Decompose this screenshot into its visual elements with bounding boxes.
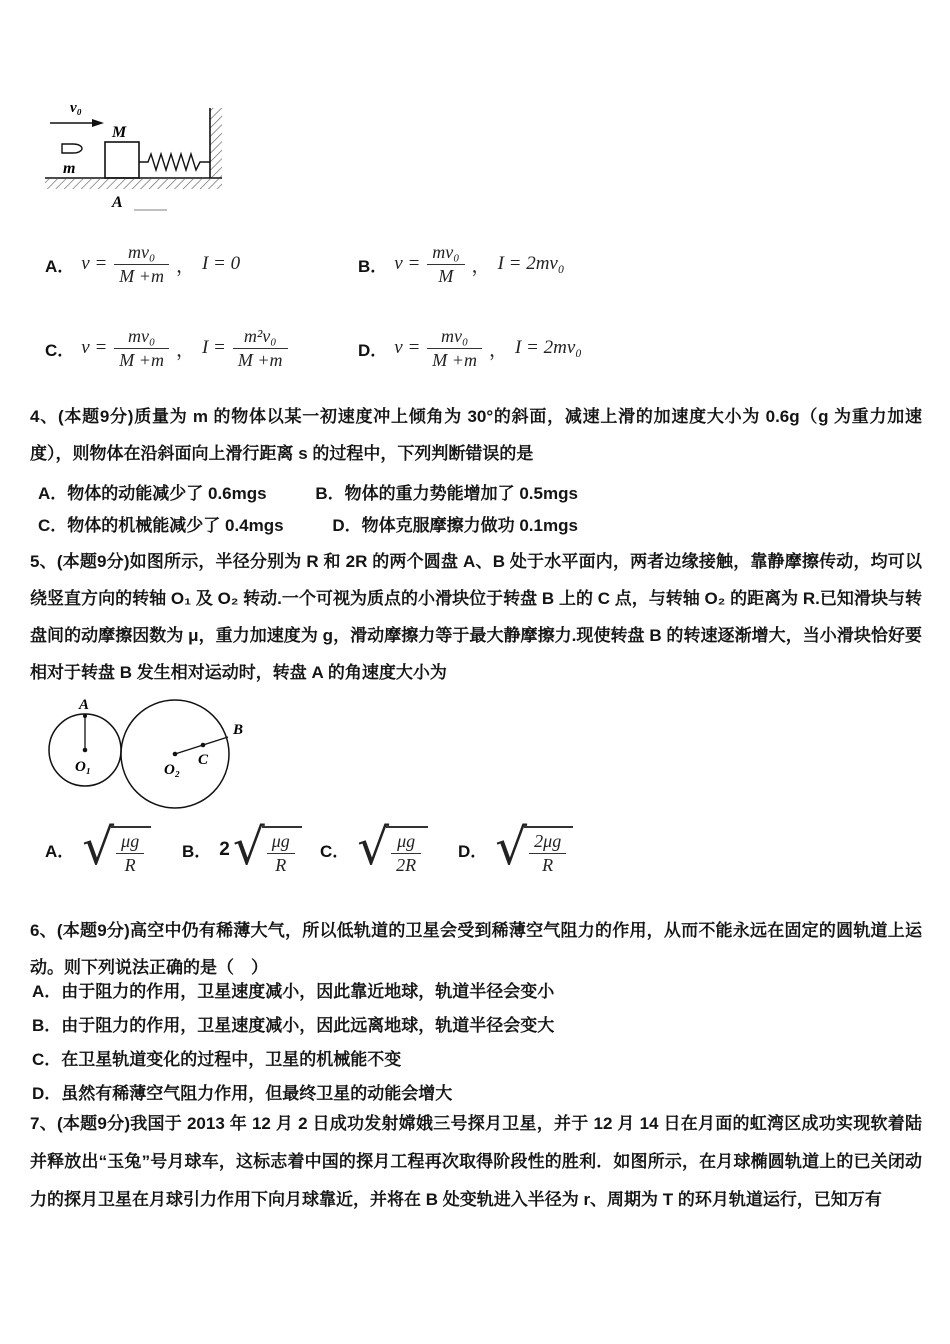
bullet-shape: [62, 144, 82, 153]
v-fraction: [427, 242, 464, 286]
sqrt-expression: [495, 818, 573, 876]
q3-option-b: [358, 242, 564, 286]
option-label: D．: [332, 516, 362, 535]
fraction-numerator: mv₀: [127, 242, 156, 262]
question-4-text: 4、(本题9分)质量为 m 的物体以某一初速度冲上倾角为 30°的斜面，减速上滑的加速度大小为 0.6g（g 为重力加速度），则物体在沿斜面向上滑行距离 s 的过程中，下列判断错误的是: [30, 407, 922, 463]
v-equals: v =: [394, 253, 421, 275]
point-C-label: C: [198, 752, 209, 768]
q5-option-c: [320, 818, 428, 876]
option-label: A．: [45, 256, 75, 276]
velocity-arrow-head: [92, 119, 104, 127]
option-text: 物体的动能减少了 0.6mgs: [67, 484, 267, 503]
fraction-numerator: mv₀: [440, 326, 469, 346]
fraction-numerator: mv₀: [432, 242, 460, 262]
sqrt-fraction: [116, 831, 144, 875]
option-label: B．: [358, 256, 388, 276]
q4-option-a: [38, 484, 271, 503]
M-label: M: [112, 124, 127, 141]
q3-option-c: [45, 326, 288, 370]
figure-two-disks: [40, 692, 290, 824]
q4-option-c: [38, 516, 288, 535]
fraction-denominator: M +m: [114, 264, 169, 287]
center-O1-label: O₁: [75, 759, 92, 775]
fraction-numerator: 2μg: [534, 831, 562, 851]
fraction-denominator: R: [529, 853, 566, 876]
option-text: 由于阻力的作用，卫星速度减小，因此靠近地球，轨道半径会变小: [61, 982, 555, 1001]
q3-option-a: [45, 242, 240, 286]
v-equals: v =: [81, 253, 108, 275]
center-O1-dot: [83, 748, 88, 753]
option-label: C．: [32, 1050, 62, 1069]
option-label: B．: [182, 842, 212, 862]
fraction-denominator: R: [267, 853, 295, 876]
q4-option-b: [315, 484, 578, 503]
q3-option-d: [358, 326, 582, 370]
separator: ，: [471, 255, 491, 277]
block-M: [105, 142, 139, 178]
radical-sign: √: [495, 818, 528, 876]
point-A-dot: [83, 714, 87, 718]
option-text: 物体的机械能减少了 0.4mgs: [67, 516, 284, 535]
sqrt-fraction: [529, 831, 566, 875]
radical-sign: √: [82, 818, 115, 876]
v-fraction: [427, 326, 482, 370]
ground-hatch: [45, 179, 222, 189]
option-label: B．: [32, 1016, 62, 1035]
question-5-text: 5、(本题9分)如图所示，半径分别为 R 和 2R 的两个圆盘 A、B 处于水平面内，两者边缘接触，靠静摩擦传动，均可以绕竖直方向的转轴 O₁ 及 O₂ 转动.一个可视为质点的小滑块位于转盘 B 上的 C 点，与转轴 O₂ 的距离为 R.已知滑块与转盘间的动摩擦因数为 μ，重力加速度为 g，滑动摩擦力等于最大静摩擦力.现使转盘 B 的转速逐渐增大，当小滑块恰好要相对于转盘 B 发生相对运动时，转盘 A 的角速度大小为: [30, 552, 922, 682]
impulse-value: I = 2mv₀: [497, 253, 565, 275]
q4-options-row-2: [38, 510, 578, 542]
impulse-value: I = 0: [201, 253, 241, 275]
option-text: 物体克服摩擦力做功 0.1mgs: [361, 516, 578, 535]
q4-option-d: [332, 516, 578, 535]
option-label: B．: [315, 484, 345, 503]
q6-option-b: [32, 1015, 554, 1037]
sqrt-expression: [357, 818, 428, 876]
sqrt-expression: [232, 818, 302, 876]
fraction-denominator: M +m: [427, 348, 482, 371]
fraction-numerator: μg: [397, 831, 416, 851]
q6-option-a: [32, 981, 554, 1003]
coefficient: 2: [219, 838, 230, 860]
q6-option-d: [32, 1083, 452, 1105]
fraction-denominator: R: [116, 853, 144, 876]
A-label: A: [112, 194, 123, 211]
q6-option-c: [32, 1049, 401, 1071]
option-text: 虽然有稀薄空气阻力作用，但最终卫星的动能会增大: [61, 1084, 453, 1103]
radical-sign: √: [232, 818, 265, 876]
option-label: D．: [32, 1084, 62, 1103]
option-label: A．: [32, 982, 62, 1001]
separator: ，: [175, 339, 195, 361]
fraction-numerator: μg: [271, 831, 290, 851]
center-O2-dot: [173, 752, 178, 757]
q5-option-b: [182, 818, 302, 876]
option-label: D．: [358, 340, 388, 360]
fraction-numerator: mv₀: [127, 326, 156, 346]
q5-option-d: [458, 818, 573, 876]
point-A-label: A: [79, 697, 90, 713]
point-B-label: B: [233, 722, 244, 738]
option-text: 物体的重力势能增加了 0.5mgs: [344, 484, 578, 503]
separator: ，: [488, 339, 508, 361]
option-label: A．: [38, 484, 68, 503]
point-C-dot: [201, 743, 206, 748]
impulse-fraction: [233, 326, 288, 370]
question-7-text: 7、(本题9分)我国于 2013 年 12 月 2 日成功发射嫦娥三号探月卫星，并于 12 月 14 日在月面的虹湾区成功实现软着陆并释放出“玉兔”号月球车，这标志着中国的探月工程再次取得阶段性的胜利．如图所示，在月球椭圆轨道上的已关闭动力的探月卫星在月球引力作用下向月球靠近，并将在 B 处变轨进入半径为 r、周期为 T 的环月轨道运行，已知万有: [30, 1114, 922, 1209]
option-label: C．: [45, 340, 75, 360]
separator: ，: [175, 255, 195, 277]
v0-label: v₀: [70, 100, 82, 116]
option-label: C．: [38, 516, 68, 535]
radical-sign: √: [357, 818, 390, 876]
option-text: 由于阻力的作用，卫星速度减小，因此远离地球，轨道半径会变大: [61, 1016, 555, 1035]
v-equals: v =: [394, 337, 421, 359]
fraction-denominator: M +m: [233, 348, 288, 371]
sqrt-fraction: [391, 831, 421, 875]
fraction-numerator: m²v₀: [243, 326, 277, 346]
v-fraction: [114, 242, 169, 286]
q4-options-row-1: [38, 478, 578, 510]
question-6-text: 6、(本题9分)高空中仍有稀薄大气，所以低轨道的卫星会受到稀薄空气阻力的作用，从而不能永远在固定的圆轨道上运动。则下列说法正确的是（ ）: [30, 921, 922, 977]
v-equals: v =: [81, 337, 108, 359]
fraction-denominator: M +m: [114, 348, 169, 371]
option-label: A．: [45, 842, 75, 862]
wall-hatch: [210, 108, 222, 178]
option-label: C．: [320, 842, 350, 862]
fraction-denominator: 2R: [391, 853, 421, 876]
sqrt-expression: [82, 818, 151, 876]
impulse-equals: I =: [201, 337, 226, 359]
center-O2-label: O₂: [164, 762, 181, 778]
fraction-numerator: μg: [121, 831, 140, 851]
sqrt-fraction: [267, 831, 295, 875]
v-fraction: [114, 326, 169, 370]
spring: [139, 154, 210, 170]
impulse-value: I = 2mv₀: [514, 337, 582, 359]
q5-option-a: [45, 818, 151, 876]
figure-block-spring-wall: [42, 92, 237, 220]
option-label: D．: [458, 842, 488, 862]
m-label: m: [63, 160, 76, 177]
fraction-denominator: M: [427, 264, 464, 287]
option-text: 在卫星轨道变化的过程中，卫星的机械能不变: [61, 1050, 402, 1069]
